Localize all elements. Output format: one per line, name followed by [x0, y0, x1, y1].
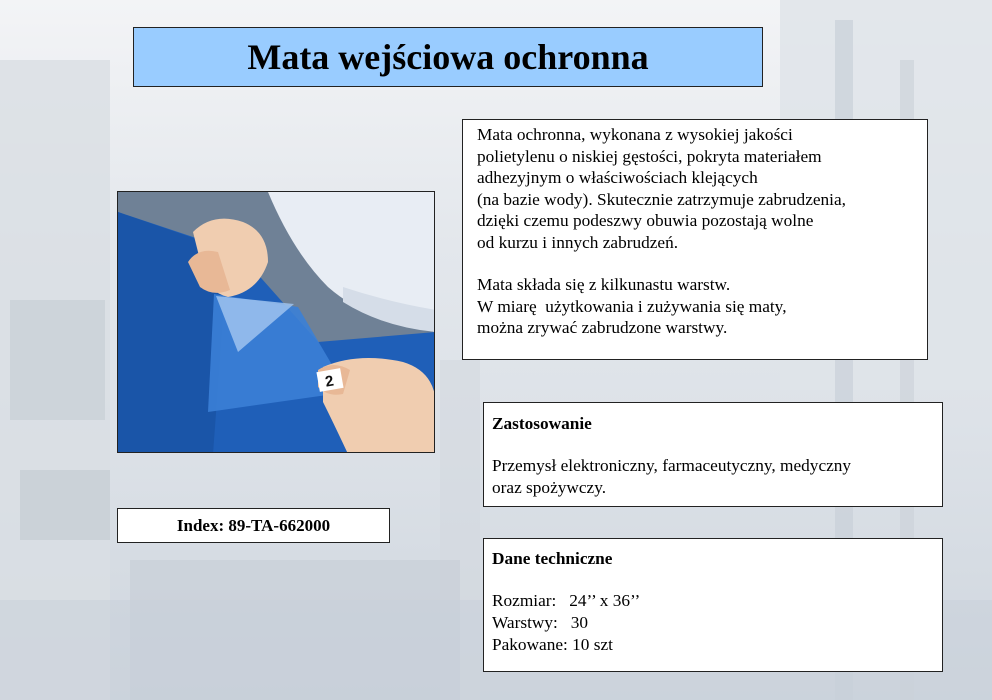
description-line: Mata ochronna, wykonana z wysokiej jakości — [477, 125, 793, 144]
description-line: W miarę użytkowania i zużywania się maty, — [477, 296, 787, 316]
description-line: (na bazie wody). Skutecznie zatrzymuje zabrudzenia, — [477, 189, 846, 209]
application-line: oraz spożywczy. — [492, 478, 607, 497]
description-line: można zrywać zabrudzone warstwy. — [477, 318, 728, 337]
description-line: polietylenu o niskiej gęstości, pokryta materiałem — [477, 146, 822, 166]
application-line: Przemysł elektroniczny, farmaceutyczny, medyczny — [492, 456, 852, 475]
description-line: adhezyjnym o właściwościach klejących — [477, 168, 758, 187]
layer-number-tag: 2 — [323, 372, 336, 391]
application-heading: Zastosowanie — [492, 414, 592, 433]
description-line: Mata składa się z kilkunastu warstw. — [477, 275, 731, 294]
product-photo — [117, 191, 435, 453]
description-line: od kurzu i innych zabrudzeń. — [477, 232, 679, 252]
application-box — [483, 402, 943, 507]
mat-peeling-illustration — [118, 192, 435, 453]
description-line: dzięki czemu podeszwy obuwia pozostają wolne — [477, 211, 814, 230]
product-index: Index: 89-TA-662000 — [117, 508, 390, 543]
technical-heading: Dane techniczne — [492, 549, 613, 568]
description-box — [462, 119, 928, 360]
technical-layers: Warstwy: 30 — [492, 613, 589, 632]
page-title: Mata wejściowa ochronna — [133, 27, 763, 87]
technical-size: Rozmiar: 24’’ x 36’’ — [492, 591, 641, 610]
technical-packaging: Pakowane: 10 szt — [492, 635, 613, 654]
technical-data-box — [483, 538, 943, 672]
